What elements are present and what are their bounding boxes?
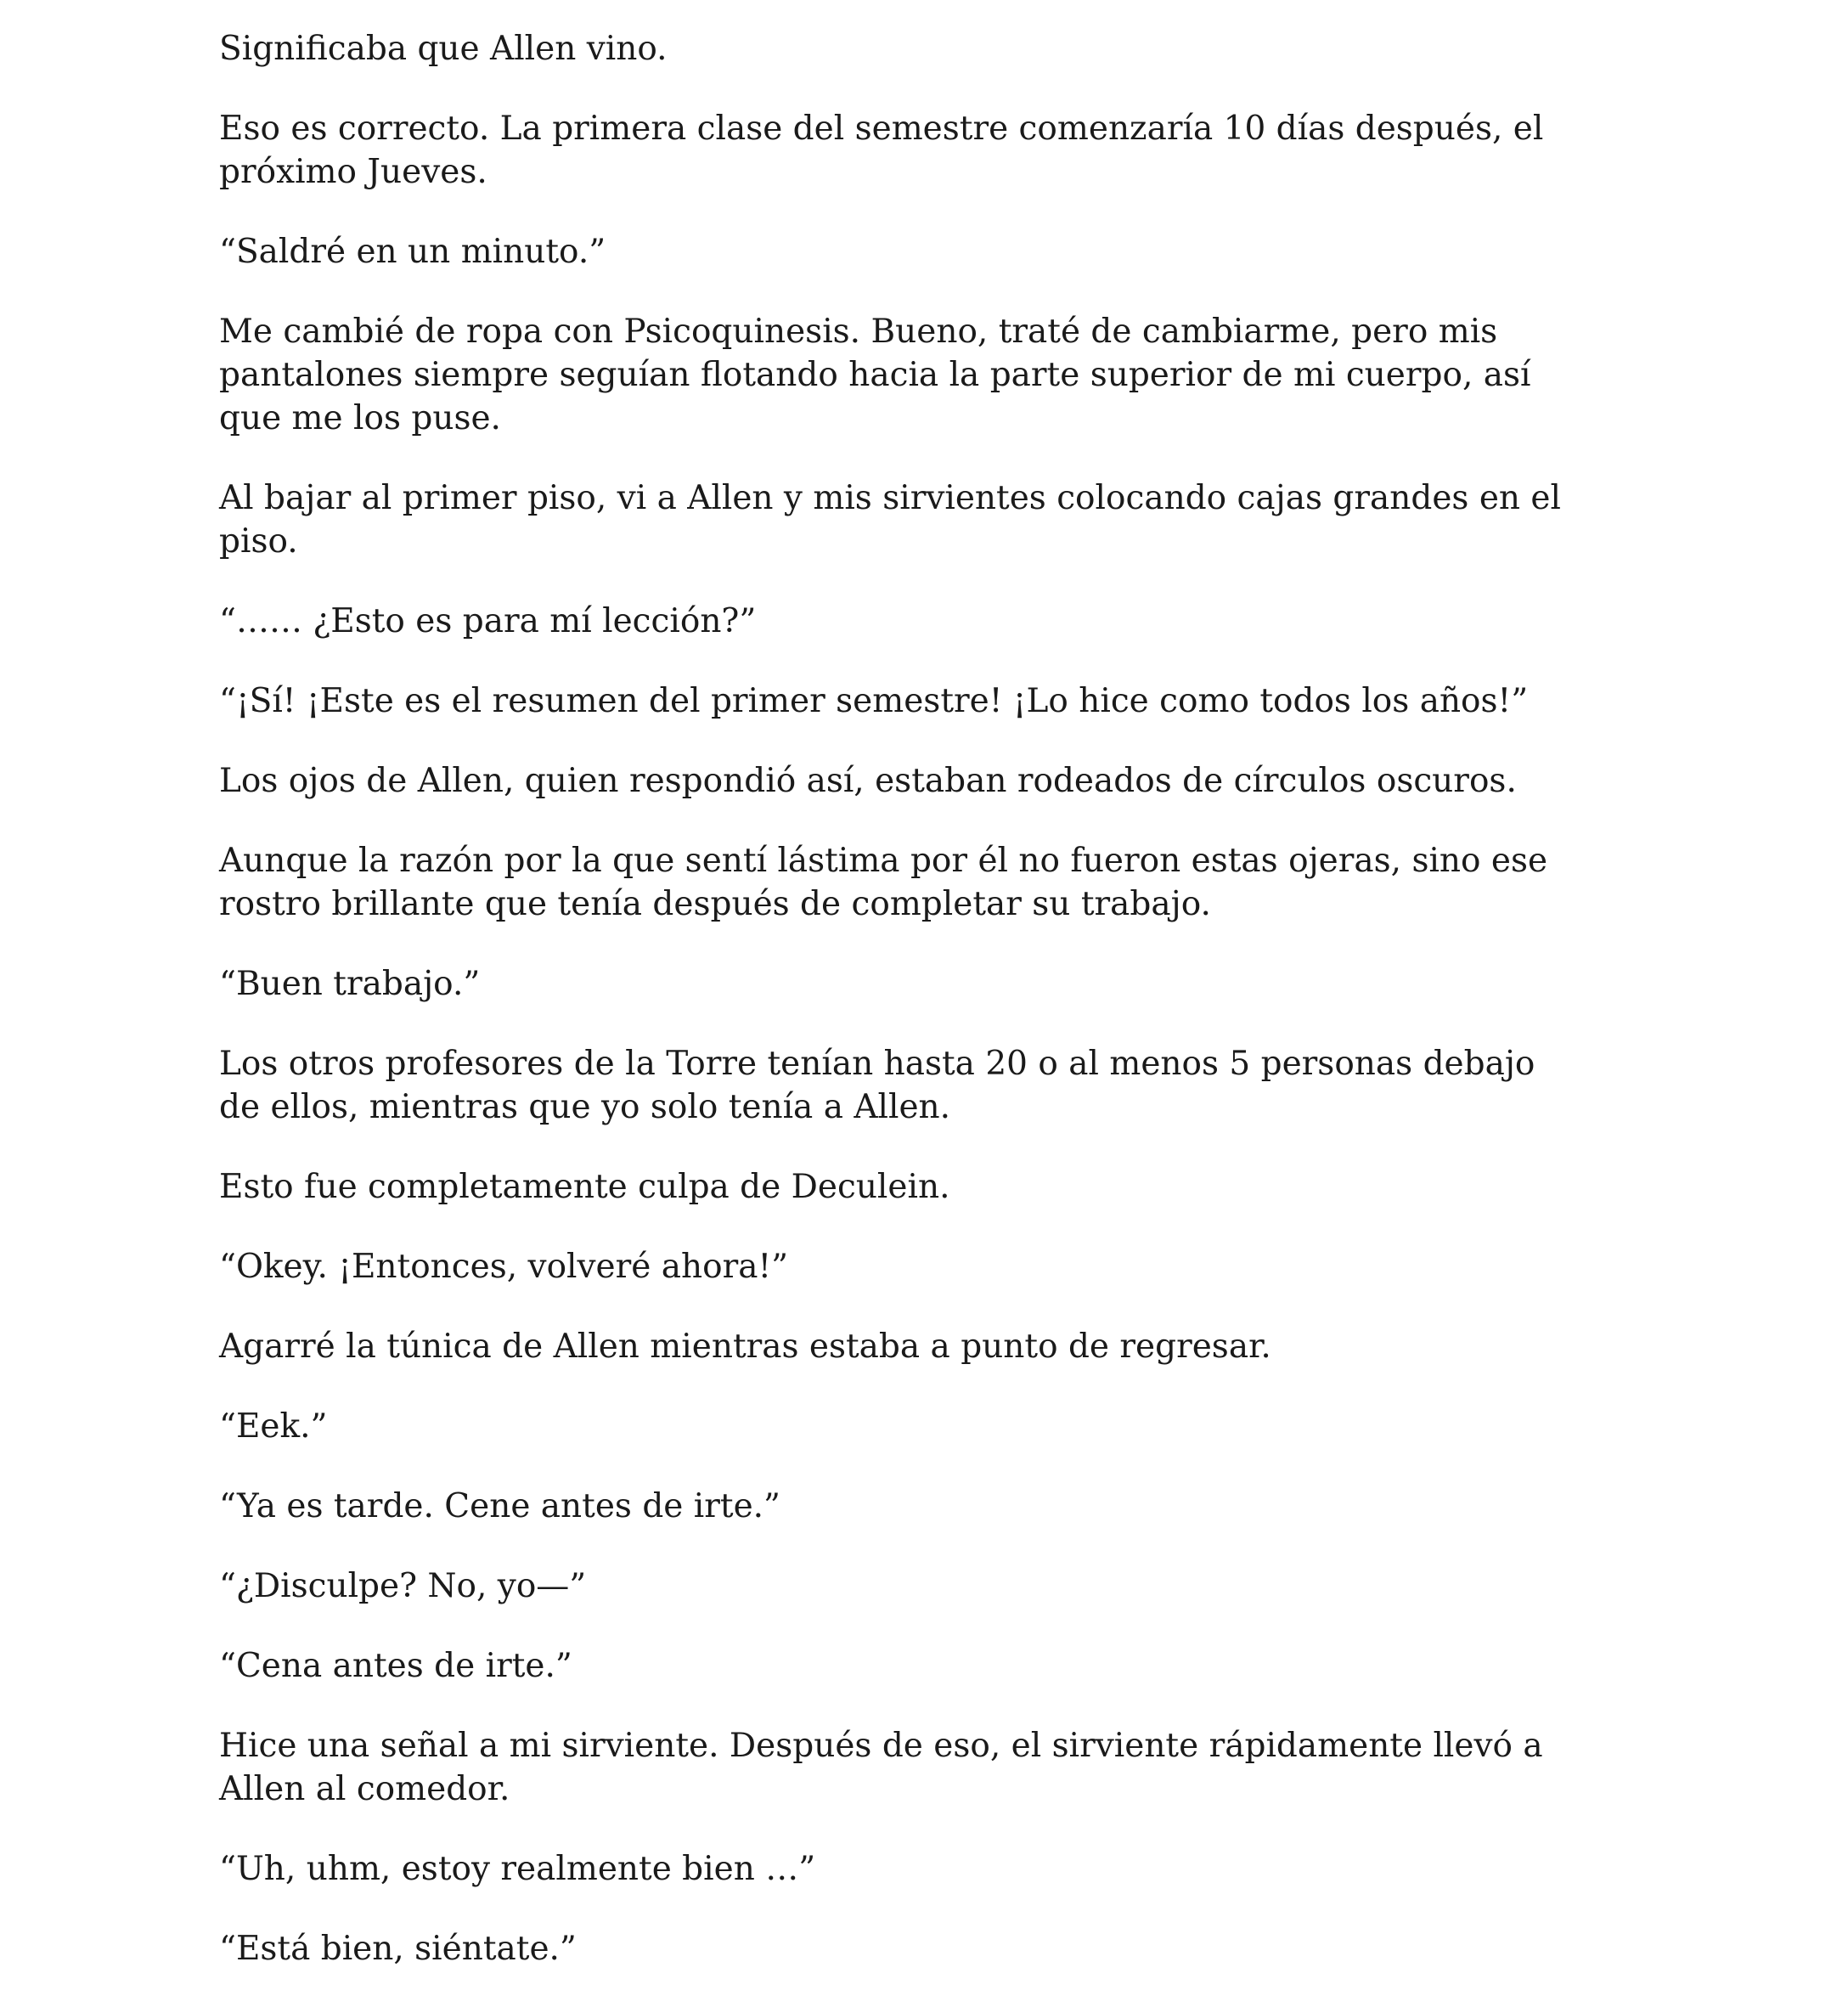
- paragraph: “Okey. ¡Entonces, volveré ahora!”: [219, 1248, 789, 1286]
- paragraph: “Cena antes de irte.”: [219, 1647, 572, 1685]
- paragraph: “¿Disculpe? No, yo—”: [219, 1567, 587, 1605]
- paragraph: “Ya es tarde. Cene antes de irte.”: [219, 1487, 780, 1525]
- paragraph: “Saldré en un minuto.”: [219, 233, 606, 271]
- paragraph: Agarré la túnica de Allen mientras estaba a punto de regresar.: [219, 1328, 1271, 1366]
- paragraph: Los otros profesores de la Torre tenían hasta 20 o al menos 5 personas debajo de ellos, mientras que yo solo tenía a Allen.: [219, 1045, 1535, 1126]
- paragraph: “Uh, uhm, estoy realmente bien …”: [219, 1850, 816, 1888]
- paragraph: “Eek.”: [219, 1407, 328, 1446]
- paragraph: Hice una señal a mi sirviente. Después de eso, el sirviente rápidamente llevó a Allen al comedor.: [219, 1727, 1543, 1808]
- paragraph: Los ojos de Allen, quien respondió así, estaban rodeados de círculos oscuros.: [219, 762, 1517, 800]
- paragraph: “Está bien, siéntate.”: [219, 1930, 577, 1968]
- paragraph: Significaba que Allen vino.: [219, 30, 668, 68]
- paragraph: Me cambié de ropa con Psicoquinesis. Bueno, traté de cambiarme, pero mis pantalones siempre seguían flotando hacia la parte superior de mi cuerpo, así que me los puse.: [219, 313, 1531, 437]
- document-page: [219, 27, 1578, 2007]
- paragraph: Eso es correcto. La primera clase del semestre comenzaría 10 días después, el próximo Jueves.: [219, 110, 1544, 191]
- paragraph: “Buen trabajo.”: [219, 965, 481, 1003]
- paragraph: “¡Sí! ¡Este es el resumen del primer semestre! ¡Lo hice como todos los años!”: [219, 682, 1529, 720]
- paragraph: Aunque la razón por la que sentí lástima por él no fueron estas ojeras, sino ese rostro brillante que tenía después de completar su trabajo.: [219, 842, 1548, 923]
- paragraph: Esto fue completamente culpa de Deculein.: [219, 1168, 950, 1206]
- paragraph: Al bajar al primer piso, vi a Allen y mis sirvientes colocando cajas grandes en el piso.: [219, 479, 1561, 561]
- paragraph: “…… ¿Esto es para mí lección?”: [219, 602, 757, 640]
